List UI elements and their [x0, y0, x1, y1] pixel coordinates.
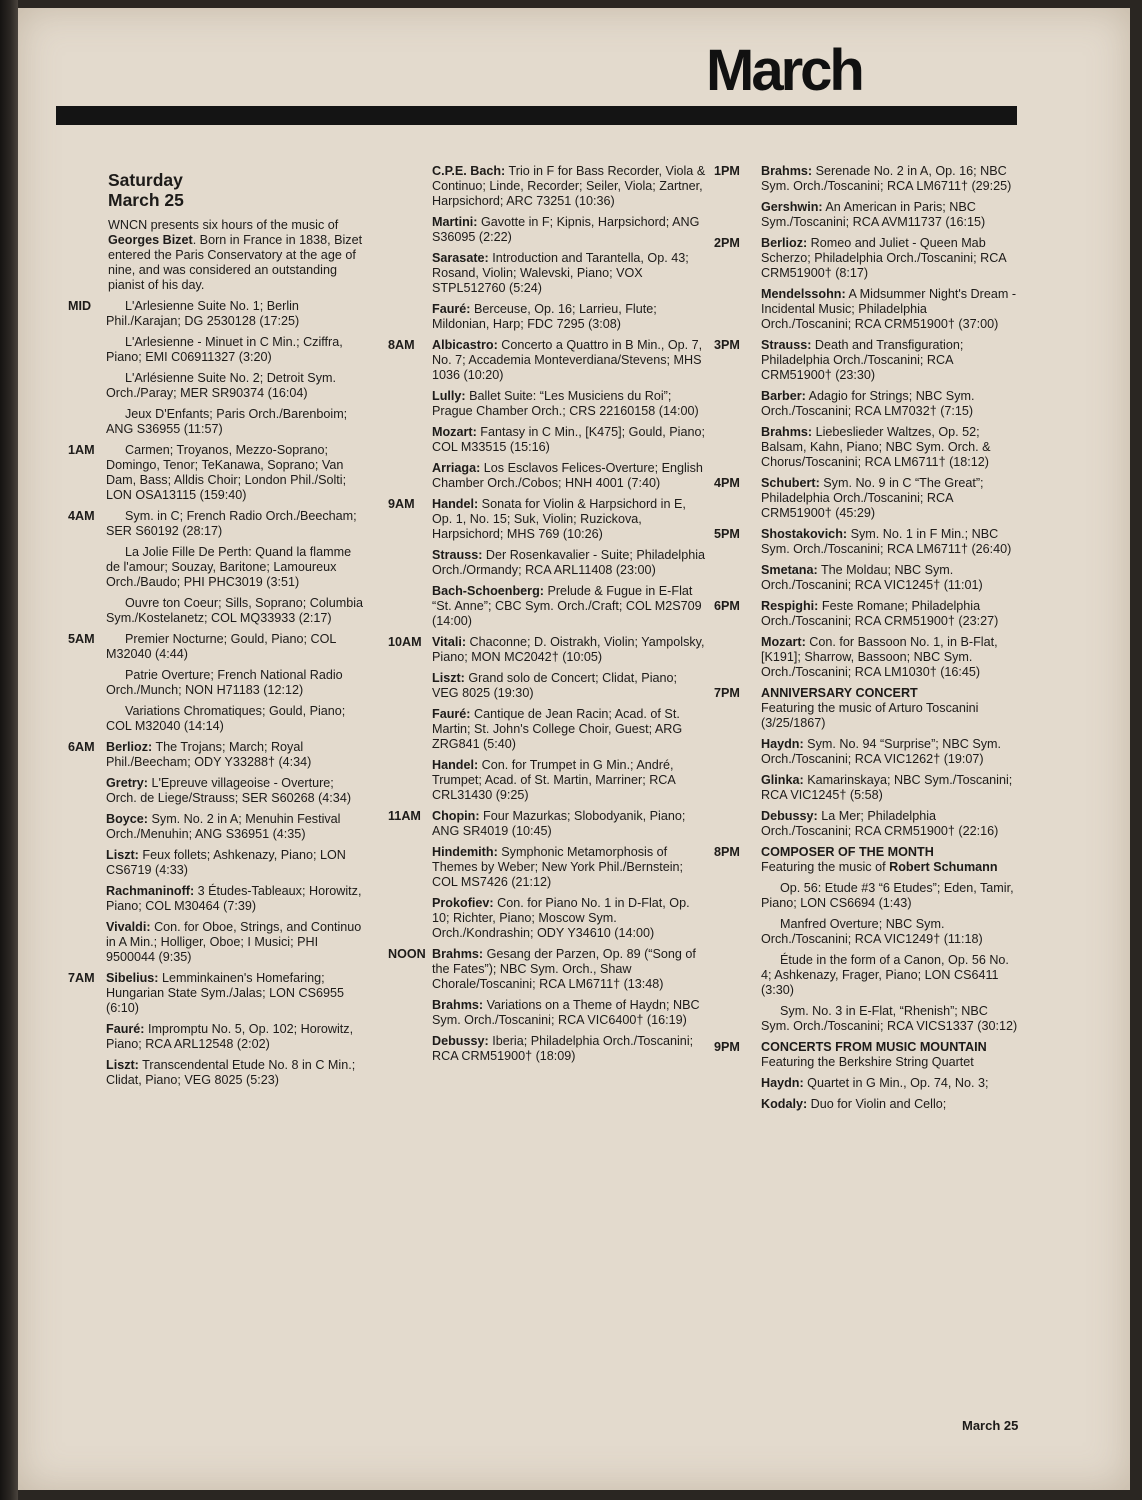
entry-text	[432, 497, 706, 542]
schedule-entry	[68, 812, 368, 842]
composer-name: Martini:	[432, 215, 478, 229]
header-rule	[56, 106, 1017, 125]
schedule-entry	[388, 548, 706, 578]
time-slot-label: 4PM	[714, 476, 740, 490]
composer-name: Schubert:	[761, 476, 820, 490]
schedule-entry	[714, 563, 1019, 593]
composer-name: Berlioz:	[106, 740, 153, 754]
schedule-entry	[388, 215, 706, 245]
work-details: Variations on a Theme of Haydn; NBC Sym. Orch./Toscanini; RCA VIC6400† (16:19)	[432, 998, 700, 1027]
work-details: Feste Romane; Philadelphia Orch./Toscanini; RCA CRM51900† (23:27)	[761, 599, 999, 628]
entry-text	[761, 476, 1019, 521]
composer-name: Brahms:	[761, 425, 813, 439]
composer-name: Mozart:	[432, 425, 477, 439]
schedule-entry	[388, 758, 706, 803]
schedule-entry	[68, 1022, 368, 1052]
entry-text	[106, 596, 368, 626]
entry-text	[761, 635, 1019, 680]
entry-text	[761, 389, 1019, 419]
time-slot-label: 1PM	[714, 164, 740, 178]
work-details: Sym. No. 94 “Surprise”; NBC Sym. Orch./Toscanini; RCA VIC1262† (19:07)	[761, 737, 1002, 766]
entry-text	[106, 740, 368, 770]
work-details: L'Arlesienne - Minuet in C Min.; Cziffra, Piano; EMI C06911327 (3:20)	[106, 335, 343, 364]
composer-name: Chopin:	[432, 809, 480, 823]
entry-text	[761, 701, 1019, 731]
work-details: Berceuse, Op. 16; Larrieu, Flute; Mildonian, Harp; FDC 7295 (3:08)	[432, 302, 657, 331]
schedule-entry	[388, 707, 706, 752]
work-details: Con. for Piano No. 1 in D-Flat, Op. 10; Richter, Piano; Moscow Sym. Orch./Kondrashin; ODY Y34610 (14:00)	[432, 896, 690, 940]
work-details: Quartet in G Min., Op. 74, No. 3;	[803, 1076, 989, 1090]
time-slot-label: 4AM	[68, 509, 95, 523]
work-details: Symphonic Metamorphosis of Themes by Weber; New York Phil./Bernstein; COL MS7426 (21:12)	[432, 845, 684, 889]
composer-name: Sibelius:	[106, 971, 159, 985]
work-details: Jeux D'Enfants; Paris Orch./Barenboim; ANG S36955 (11:57)	[106, 407, 348, 436]
work-details: A Midsummer Night's Dream - Incidental Music; Philadelphia Orch./Toscanini; RCA CRM51900† (37:00)	[761, 287, 1017, 331]
time-slot-label: 5PM	[714, 527, 740, 541]
entry-text	[761, 809, 1019, 839]
entry-text	[432, 389, 706, 419]
schedule-entry	[68, 884, 368, 914]
entry-text	[432, 548, 706, 578]
work-details: The Trojans; March; Royal Phil./Beecham; ODY Y33288† (4:34)	[106, 740, 312, 769]
schedule-entry	[714, 809, 1019, 839]
entry-text	[761, 236, 1019, 281]
program-heading: CONCERTS FROM MUSIC MOUNTAIN	[761, 1040, 987, 1054]
entry-text	[432, 164, 706, 209]
entry-text	[761, 287, 1019, 332]
schedule-entry	[388, 947, 706, 992]
work-details: Con. for Trumpet in G Min.; André, Trumpet; Acad. of St. Martin, Marriner; RCA CRL31430 (9:25)	[432, 758, 676, 802]
entry-text	[432, 845, 706, 890]
schedule-column-1	[68, 164, 368, 1094]
entry-text	[761, 1055, 1019, 1070]
work-details: Sonata for Violin & Harpsichord in E, Op. 1, No. 15; Suk, Violin; Ruzickova, Harpsichord; MHS 769 (10:26)	[432, 497, 686, 541]
entry-text	[106, 776, 368, 806]
entry-text	[432, 584, 706, 629]
featured-composer-name: Robert Schumann	[889, 860, 998, 874]
composer-name: Sarasate:	[432, 251, 489, 265]
entry-text	[106, 632, 368, 662]
entry-text	[432, 896, 706, 941]
schedule-entry	[714, 338, 1019, 383]
composer-name: Boyce:	[106, 812, 148, 826]
entry-text	[106, 1058, 368, 1088]
schedule-entry	[714, 773, 1019, 803]
entry-text	[761, 860, 1019, 875]
time-slot-label: 1AM	[68, 443, 95, 457]
schedule-entry	[714, 164, 1019, 194]
schedule-entry	[388, 302, 706, 332]
composer-name: Strauss:	[432, 548, 483, 562]
entry-text	[761, 425, 1019, 470]
composer-name: Brahms:	[761, 164, 813, 178]
schedule-entry	[714, 236, 1019, 281]
work-details: Ouvre ton Coeur; Sills, Soprano; Columbia Sym./Kostelanetz; COL MQ33933 (2:17)	[106, 596, 363, 625]
entry-text	[761, 563, 1019, 593]
work-details: La Jolie Fille De Perth: Quand la flamme de l'amour; Souzay, Baritone; Lamoureux Orch./Baudo; PHI PHC3019 (3:51)	[106, 545, 352, 589]
schedule-entry	[68, 776, 368, 806]
entry-text	[432, 1034, 706, 1064]
schedule-entry	[388, 251, 706, 296]
schedule-entry	[68, 632, 368, 662]
featured-composer: Georges Bizet	[108, 233, 193, 247]
composer-name: Fauré:	[106, 1022, 145, 1036]
schedule-entry	[388, 497, 706, 542]
entry-text	[106, 509, 368, 539]
entry-text	[432, 758, 706, 803]
composer-name: Brahms:	[432, 998, 484, 1012]
work-details: Concerto a Quattro in B Min., Op. 7, No. 7; Accademia Monteverdiana/Stevens; MHS 1036 (10:20)	[432, 338, 703, 382]
work-details: Four Mazurkas; Slobodyanik, Piano; ANG SR4019 (10:45)	[432, 809, 686, 838]
time-slot-label: 5AM	[68, 632, 95, 646]
entry-text	[432, 809, 706, 839]
schedule-entry	[388, 425, 706, 455]
composer-name: Brahms:	[432, 947, 484, 961]
entry-text	[106, 371, 368, 401]
entry-text	[106, 848, 368, 878]
schedule-entry	[714, 881, 1019, 911]
composer-name: Berlioz:	[761, 236, 808, 250]
work-details: Gavotte in F; Kipnis, Harpsichord; ANG S36095 (2:22)	[432, 215, 700, 244]
time-slot-label: 8AM	[388, 338, 415, 352]
composer-name: Liszt:	[432, 671, 465, 685]
composer-name: Vivaldi:	[106, 920, 151, 934]
composer-name: Glinka:	[761, 773, 804, 787]
entry-text	[106, 407, 368, 437]
time-slot-label: 3PM	[714, 338, 740, 352]
composer-name: Lully:	[432, 389, 466, 403]
work-details: Sym. No. 2 in A; Menuhin Festival Orch./Menuhin; ANG S36951 (4:35)	[106, 812, 341, 841]
schedule-entry	[714, 953, 1019, 998]
work-details: Trio in F for Bass Recorder, Viola & Continuo; Linde, Recorder; Seiler, Viola; Zartner, Harpsichord; ARC 73251 (10:36)	[432, 164, 706, 208]
composer-name: Bach-Schoenberg:	[432, 584, 544, 598]
entry-text	[432, 671, 706, 701]
schedule-entry	[68, 596, 368, 626]
composer-name: Fauré:	[432, 302, 471, 316]
entry-text	[106, 884, 368, 914]
work-details: Featuring the music of Arturo Toscanini (3/25/1867)	[761, 701, 979, 730]
work-details: L'Epreuve villageoise - Overture; Orch. de Liege/Strauss; SER S60268 (4:34)	[106, 776, 352, 805]
schedule-entry	[714, 287, 1019, 332]
work-details: Adagio for Strings; NBC Sym. Orch./Toscanini; RCA LM7032† (7:15)	[761, 389, 975, 418]
composer-name: Gretry:	[106, 776, 148, 790]
composer-name: Vitali:	[432, 635, 467, 649]
schedule-entry	[388, 998, 706, 1028]
schedule-entry	[714, 635, 1019, 680]
time-slot-label: MID	[68, 299, 92, 313]
entry-text	[432, 707, 706, 752]
magazine-binding	[0, 0, 18, 1500]
work-details: Liebeslieder Waltzes, Op. 52; Balsam, Kahn, Piano; NBC Sym. Orch. & Chorus/Toscanini; RCA LM6711† (18:12)	[761, 425, 991, 469]
schedule-entry	[388, 584, 706, 629]
entry-text	[761, 1076, 1019, 1091]
work-details: Op. 56: Etude #3 “6 Etudes”; Eden, Tamir, Piano; LON CS6694 (1:43)	[761, 881, 1014, 910]
entry-text	[761, 1004, 1019, 1034]
schedule-entry	[68, 335, 368, 365]
work-details: Premier Nocturne; Gould, Piano; COL M32040 (4:44)	[106, 632, 336, 661]
work-details: Variations Chromatiques; Gould, Piano; COL M32040 (14:14)	[106, 704, 346, 733]
work-details: Sym. No. 1 in F Min.; NBC Sym. Orch./Toscanini; RCA LM6711† (26:40)	[761, 527, 1012, 556]
schedule-entry	[714, 917, 1019, 947]
work-details: Iberia; Philadelphia Orch./Toscanini; RCA CRM51900† (18:09)	[432, 1034, 694, 1063]
schedule-entry	[714, 476, 1019, 521]
work-details: L'Arlesienne Suite No. 1; Berlin Phil./Karajan; DG 2530128 (17:25)	[106, 299, 300, 328]
schedule-entry	[388, 896, 706, 941]
time-slot-label: 7PM	[714, 686, 740, 700]
composer-name: Rachmaninoff:	[106, 884, 195, 898]
composer-name: Prokofiev:	[432, 896, 494, 910]
schedule-entry	[68, 971, 368, 1016]
schedule-entry	[388, 635, 706, 665]
work-details: Serenade No. 2 in A, Op. 16; NBC Sym. Orch./Toscanini; RCA LM6711† (29:25)	[761, 164, 1012, 193]
schedule-entry	[714, 200, 1019, 230]
time-slot-label: 6PM	[714, 599, 740, 613]
entry-text	[432, 461, 706, 491]
day-date: March 25	[108, 190, 184, 210]
time-slot-label: NOON	[388, 947, 426, 961]
schedule-entry	[388, 671, 706, 701]
composer-name: Handel:	[432, 497, 479, 511]
schedule-entry	[714, 425, 1019, 470]
schedule-entry	[68, 407, 368, 437]
entry-text	[432, 251, 706, 296]
composer-name: Fauré:	[432, 707, 471, 721]
work-details: Romeo and Juliet - Queen Mab Scherzo; Philadelphia Orch./Toscanini; RCA CRM51900† (8:17)	[761, 236, 1006, 280]
composer-name: Haydn:	[761, 1076, 804, 1090]
schedule-entry	[68, 668, 368, 698]
entry-text	[761, 599, 1019, 629]
schedule-entry	[68, 371, 368, 401]
entry-text	[761, 881, 1019, 911]
composer-name: Smetana:	[761, 563, 818, 577]
schedule-entry	[388, 164, 706, 209]
schedule-entry	[68, 509, 368, 539]
work-details: Kamarinskaya; NBC Sym./Toscanini; RCA VIC1245† (5:58)	[761, 773, 1013, 802]
entry-text	[761, 164, 1019, 194]
work-details: L'Arlésienne Suite No. 2; Detroit Sym. Orch./Paray; MER SR90374 (16:04)	[106, 371, 336, 400]
schedule-entry	[388, 461, 706, 491]
time-slot-label: 2PM	[714, 236, 740, 250]
schedule-column-3	[714, 164, 1019, 1118]
entry-text	[106, 704, 368, 734]
entry-text	[432, 635, 706, 665]
schedule-entry	[714, 527, 1019, 557]
entry-text	[432, 302, 706, 332]
composer-name: Respighi:	[761, 599, 819, 613]
time-slot-label: 9PM	[714, 1040, 740, 1054]
intro-text-after: . Born in France in 1838, Bizet entered the Paris Conservatory at the age of nine, and was considered an outstanding pianist of his day.	[108, 233, 363, 292]
schedule-entry	[714, 1004, 1019, 1034]
schedule-entry	[68, 545, 368, 590]
work-details: Étude in the form of a Canon, Op. 56 No. 4; Ashkenazy, Frager, Piano; LON CS6411 (3:30)	[761, 953, 1009, 997]
program-heading: ANNIVERSARY CONCERT	[761, 686, 918, 700]
work-details: Con. for Bassoon No. 1, in B-Flat, [K191]; Sharrow, Bassoon; NBC Sym. Orch./Toscanini; RCA LM1030† (16:45)	[761, 635, 998, 679]
work-details: Sym. in C; French Radio Orch./Beecham; SER S60192 (28:17)	[106, 509, 357, 538]
schedule-entry	[388, 1034, 706, 1064]
schedule-entry	[714, 389, 1019, 419]
work-details: Sym. No. 3 in E-Flat, “Rhenish”; NBC Sym. Orch./Toscanini; RCA VICS1337 (30:12)	[761, 1004, 1018, 1033]
work-details: La Mer; Philadelphia Orch./Toscanini; RCA CRM51900† (22:16)	[761, 809, 999, 838]
time-slot-label: 6AM	[68, 740, 95, 754]
entry-text	[106, 812, 368, 842]
work-details: Lemminkainen's Homefaring; Hungarian State Sym./Jalas; LON CS6955 (6:10)	[106, 971, 345, 1015]
page-folio: March 25	[962, 1418, 1019, 1433]
entry-text	[761, 953, 1019, 998]
composer-name: Haydn:	[761, 737, 804, 751]
work-details: Cantique de Jean Racin; Acad. of St. Martin; St. John's College Choir, Guest; ARG ZRG841 (5:40)	[432, 707, 683, 751]
entry-text	[106, 299, 368, 329]
entry-text	[761, 1097, 1019, 1112]
entry-text	[106, 971, 368, 1016]
schedule-entry	[714, 1097, 1019, 1112]
work-details: Transcendental Etude No. 8 in C Min.; Clidat, Piano; VEG 8025 (5:23)	[106, 1058, 356, 1087]
entry-text	[432, 425, 706, 455]
composer-name: Gershwin:	[761, 200, 823, 214]
work-details: Feux follets; Ashkenazy, Piano; LON CS6719 (4:33)	[106, 848, 346, 877]
work-details: Sym. No. 9 in C “The Great”; Philadelphia Orch./Toscanini; RCA CRM51900† (45:29)	[761, 476, 984, 520]
time-slot-label: 8PM	[714, 845, 740, 859]
entry-text	[761, 338, 1019, 383]
schedule-entry	[714, 737, 1019, 767]
work-details: Patrie Overture; French National Radio Orch./Munch; NON H71183 (12:12)	[106, 668, 343, 697]
entry-text	[432, 998, 706, 1028]
entry-text	[106, 545, 368, 590]
intro-text-before: WNCN presents six hours of the music of	[108, 218, 339, 232]
composer-name: Hindemith:	[432, 845, 498, 859]
work-details: The Moldau; NBC Sym. Orch./Toscanini; RCA VIC1245† (11:01)	[761, 563, 983, 592]
entry-text	[106, 443, 368, 503]
work-details: Introduction and Tarantella, Op. 43; Rosand, Violin; Walevski, Piano; VOX STPL512760 (5:24)	[432, 251, 689, 295]
schedule-entry	[388, 809, 706, 839]
composer-name: Mozart:	[761, 635, 806, 649]
work-details: Ballet Suite: “Les Musiciens du Roi”; Prague Chamber Orch.; CRS 22160158 (14:00)	[432, 389, 699, 418]
work-details: Con. for Oboe, Strings, and Continuo in A Min.; Holliger, Oboe; I Musici; PHI 9500044 (9:35)	[106, 920, 362, 964]
entry-text	[761, 200, 1019, 230]
composer-name: Albicastro:	[432, 338, 498, 352]
composer-name: Handel:	[432, 758, 479, 772]
composer-name: C.P.E. Bach:	[432, 164, 506, 178]
composer-name: Strauss:	[761, 338, 812, 352]
time-slot-label: 11AM	[388, 809, 421, 823]
schedule-entry	[68, 704, 368, 734]
work-details: Der Rosenkavalier - Suite; Philadelphia Orch./Ormandy; RCA ARL11408 (23:00)	[432, 548, 706, 577]
schedule-column-2	[388, 164, 706, 1070]
work-details: Manfred Overture; NBC Sym. Orch./Toscanini; RCA VIC1249† (11:18)	[761, 917, 983, 946]
entry-text	[432, 215, 706, 245]
program-heading: COMPOSER OF THE MONTH	[761, 845, 934, 859]
entry-text	[432, 947, 706, 992]
work-details: Carmen; Troyanos, Mezzo-Soprano; Domingo, Tenor; TeKanawa, Soprano; Van Dam, Bass; Alldis Choir; London Phil./Solti; LON OSA13115 (159:40)	[106, 443, 347, 502]
work-details: Grand solo de Concert; Clidat, Piano; VEG 8025 (19:30)	[432, 671, 677, 700]
work-details: Impromptu No. 5, Op. 102; Horowitz, Piano; RCA ARL12548 (2:02)	[106, 1022, 354, 1051]
time-slot-label: 9AM	[388, 497, 415, 511]
work-details: Death and Transfiguration; Philadelphia Orch./Toscanini; RCA CRM51900† (23:30)	[761, 338, 964, 382]
schedule-entry	[68, 848, 368, 878]
entry-text	[106, 920, 368, 965]
day-name: Saturday	[108, 170, 183, 190]
composer-name: Kodaly:	[761, 1097, 808, 1111]
entry-text	[106, 1022, 368, 1052]
composer-name: Liszt:	[106, 1058, 139, 1072]
composer-name: Liszt:	[106, 848, 139, 862]
schedule-entry	[714, 599, 1019, 629]
schedule-entry	[68, 920, 368, 965]
entry-text	[432, 338, 706, 383]
schedule-entry	[68, 299, 368, 329]
composer-name: Barber:	[761, 389, 806, 403]
work-details: Duo for Violin and Cello;	[807, 1097, 947, 1111]
entry-text	[106, 335, 368, 365]
work-details: Featuring the music of	[761, 860, 890, 874]
work-details: Featuring the Berkshire String Quartet	[761, 1055, 974, 1069]
schedule-entry	[714, 1076, 1019, 1091]
composer-name: Debussy:	[761, 809, 818, 823]
work-details: Los Esclavos Felices-Overture; English Chamber Orch./Cobos; HNH 4001 (7:40)	[432, 461, 703, 490]
composer-name: Mendelssohn:	[761, 287, 846, 301]
work-details: Fantasy in C Min., [K475]; Gould, Piano; COL M33515 (15:16)	[432, 425, 705, 454]
entry-text	[761, 917, 1019, 947]
entry-text	[106, 668, 368, 698]
work-details: An American in Paris; NBC Sym./Toscanini; RCA AVM11737 (16:15)	[761, 200, 986, 229]
schedule-entry	[388, 845, 706, 890]
composer-name: Debussy:	[432, 1034, 489, 1048]
composer-name: Shostakovich:	[761, 527, 848, 541]
time-slot-label: 7AM	[68, 971, 95, 985]
schedule-entry	[714, 1040, 1019, 1070]
work-details: Chaconne; D. Oistrakh, Violin; Yampolsky, Piano; MON MC2042† (10:05)	[432, 635, 705, 664]
work-details: 3 Études-Tableaux; Horowitz, Piano; COL M30464 (7:39)	[106, 884, 362, 913]
schedule-entry	[388, 389, 706, 419]
schedule-entry	[714, 686, 1019, 731]
composer-name: Arriaga:	[432, 461, 481, 475]
work-details: Gesang der Parzen, Op. 89 (“Song of the Fates”); NBC Sym. Orch., Shaw Chorale/Toscanini; RCA LM6711† (13:48)	[432, 947, 696, 991]
month-masthead: March	[706, 38, 862, 103]
schedule-entry	[388, 338, 706, 383]
entry-text	[761, 773, 1019, 803]
work-details: Prelude & Fugue in E-Flat “St. Anne”; CBC Sym. Orch./Craft; COL M2S709 (14:00)	[432, 584, 702, 628]
entry-text	[761, 527, 1019, 557]
day-heading	[108, 170, 368, 210]
entry-text	[761, 737, 1019, 767]
schedule-entry	[68, 443, 368, 503]
schedule-entry	[714, 845, 1019, 875]
schedule-entry	[68, 1058, 368, 1088]
intro-paragraph	[108, 218, 368, 293]
schedule-entry	[68, 740, 368, 770]
time-slot-label: 10AM	[388, 635, 422, 649]
